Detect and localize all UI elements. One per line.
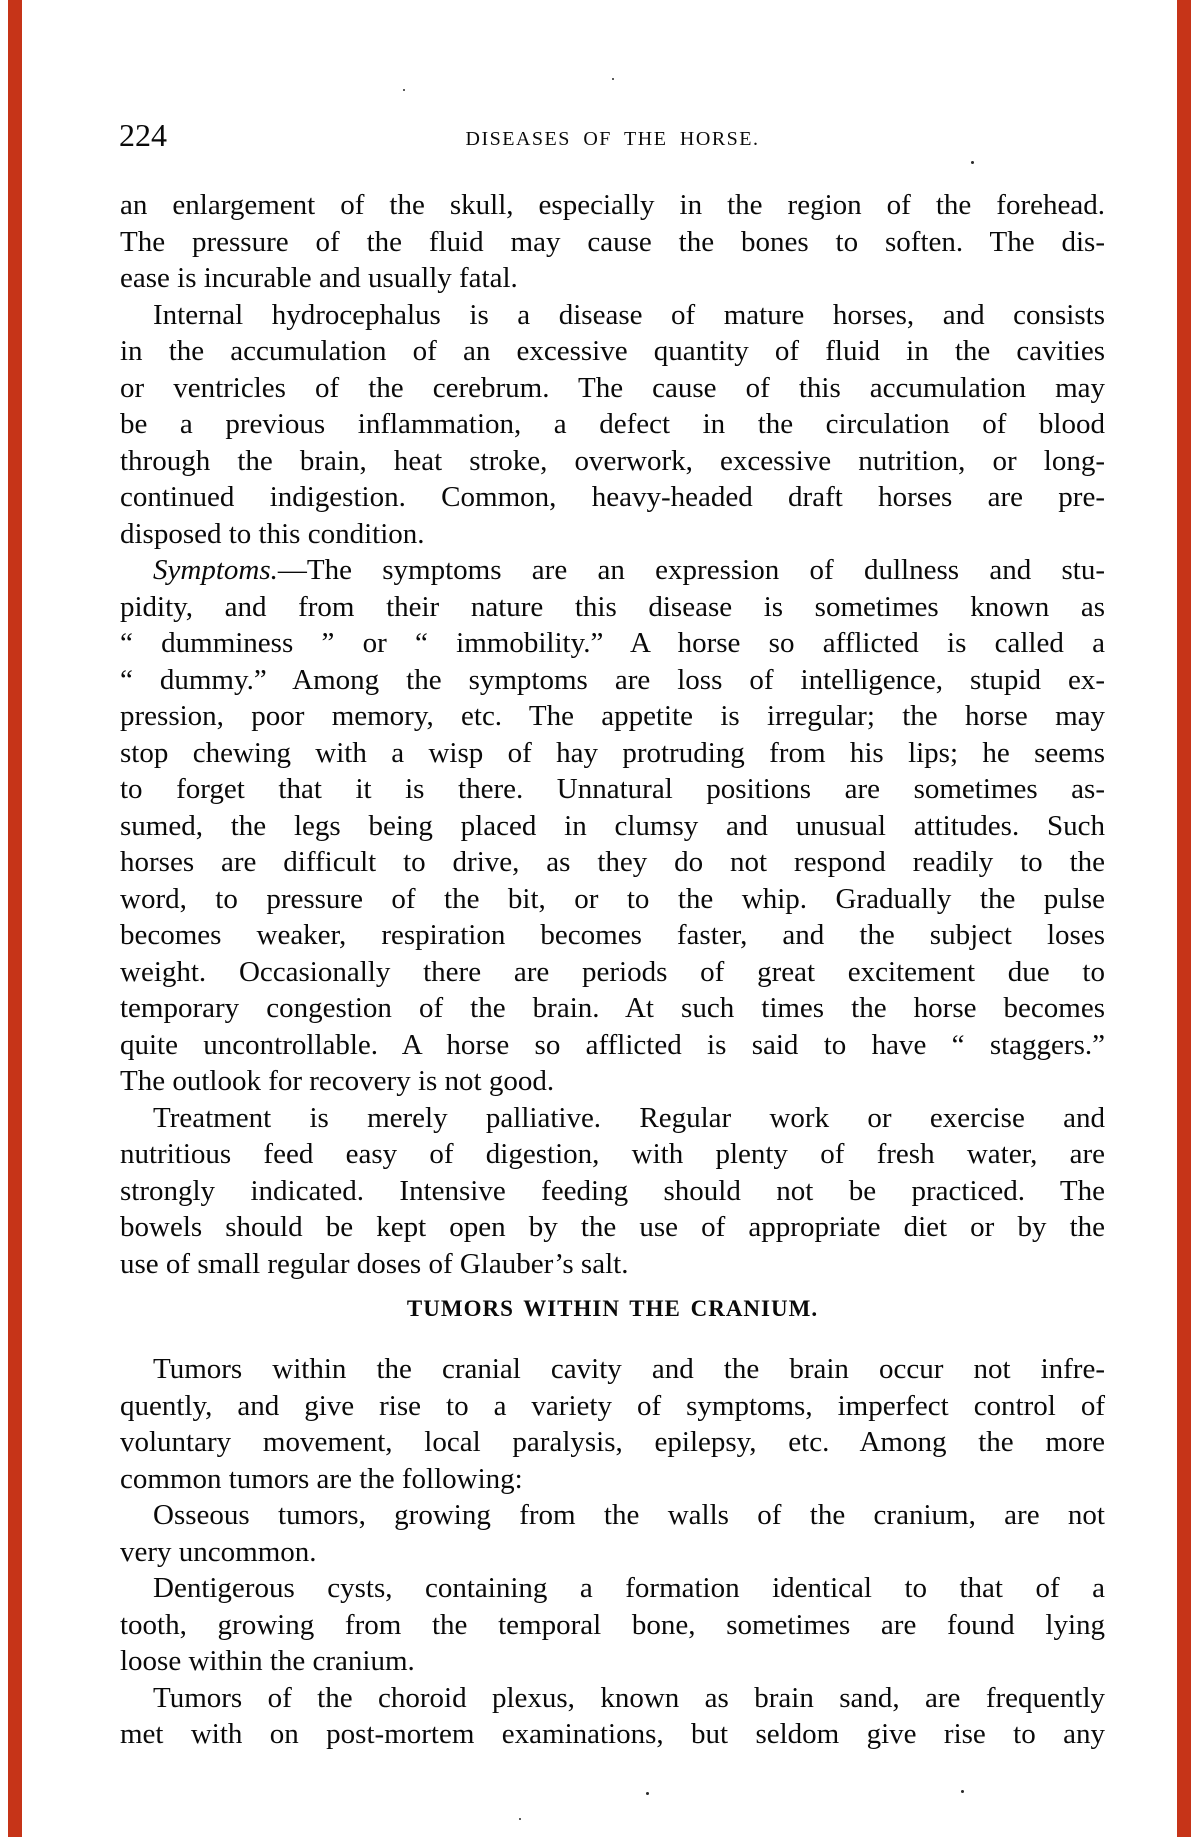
text-line: pidity, and from their nature this disease is sometimes known as (120, 590, 1105, 623)
text-line: met with on post-mortem examinations, but seldom give rise to any (120, 1718, 1105, 1750)
text-line: in the accumulation of an excessive quantity of fluid in the cavities (120, 335, 1105, 367)
text-line: weight. Occasionally there are periods of great excitement due to (120, 955, 1105, 988)
running-header: DISEASES OF THE HORSE. (465, 128, 760, 150)
text-line: Symptoms.—The symptoms are an expression of dullness and stu- (153, 554, 1105, 586)
text-line: an enlargement of the skull, especially in the region of the forehead. (120, 189, 1105, 221)
text-line: Tumors of the choroid plexus, known as brain sand, are frequently (153, 1681, 1105, 1714)
text-line: “ dumminess ” or “ immobility.” A horse so afflicted is called a (120, 627, 1105, 659)
text-line: quite uncontrollable. A horse so afflicted is said to have “ staggers.” (120, 1028, 1105, 1061)
text-line: use of small regular doses of Glauber’s salt. (120, 1247, 629, 1280)
scan-edge-bar-left (8, 0, 22, 1837)
text-line: nutritious feed easy of digestion, with plenty of fresh water, are (120, 1138, 1105, 1170)
italic-lead-word: Symptoms. (153, 554, 278, 586)
text-line: horses are difficult to drive, as they do not respond readily to the (120, 846, 1105, 878)
text-line: through the brain, heat stroke, overwork, excessive nutrition, or long- (120, 444, 1105, 477)
text-line: loose within the cranium. (120, 1645, 415, 1677)
scan-edge-bar-right (1177, 0, 1191, 1837)
ink-speck (519, 1818, 521, 1820)
text-line: temporary congestion of the brain. At such times the horse becomes (120, 992, 1105, 1024)
text-line: word, to pressure of the bit, or to the whip. Gradually the pulse (120, 882, 1105, 915)
body-text (120, 187, 1105, 1753)
page-number: 224 (119, 117, 167, 153)
ink-speck (961, 1790, 964, 1793)
text-line: Dentigerous cysts, containing a formation identical to that of a (153, 1572, 1105, 1604)
text-line: common tumors are the following: (120, 1462, 523, 1495)
text-line: pression, poor memory, etc. The appetite is irregular; the horse may (120, 700, 1105, 732)
text-line: bowels should be kept open by the use of appropriate diet or by the (120, 1211, 1105, 1243)
ink-speck (646, 1792, 649, 1795)
text-line: to forget that it is there. Unnatural positions are sometimes as- (120, 773, 1105, 805)
text-line: Tumors within the cranial cavity and the brain occur not infre- (153, 1353, 1105, 1385)
text-line: Osseous tumors, growing from the walls of the cranium, are not (153, 1499, 1105, 1531)
text-line: continued indigestion. Common, heavy-headed draft horses are pre- (120, 481, 1105, 513)
text-line: quently, and give rise to a variety of symptoms, imperfect control of (120, 1389, 1105, 1422)
text-line: voluntary movement, local paralysis, epilepsy, etc. Among the more (120, 1426, 1105, 1458)
text-line: be a previous inflammation, a defect in the circulation of blood (120, 408, 1105, 440)
text-line: The outlook for recovery is not good. (120, 1065, 555, 1097)
text-line: strongly indicated. Intensive feeding should not be practiced. The (120, 1174, 1105, 1207)
text-line: Internal hydrocephalus is a disease of mature horses, and consists (153, 298, 1105, 331)
text-line: Treatment is merely palliative. Regular work or exercise and (153, 1101, 1105, 1134)
section-heading: TUMORS WITHIN THE CRANIUM. (406, 1296, 819, 1321)
ink-speck (403, 89, 405, 91)
text-line: very uncommon. (120, 1535, 317, 1568)
text-line: stop chewing with a wisp of hay protruding from his lips; he seems (120, 736, 1105, 769)
text-line: “ dummy.” Among the symptoms are loss of intelligence, stupid ex- (120, 663, 1105, 696)
text-line: tooth, growing from the temporal bone, sometimes are found lying (120, 1608, 1105, 1641)
text-line: becomes weaker, respiration becomes faster, and the subject loses (120, 919, 1105, 951)
ink-speck (971, 161, 974, 164)
text-line: The pressure of the fluid may cause the bones to soften. The dis- (120, 225, 1105, 258)
ink-speck (612, 78, 614, 80)
text-line: sumed, the legs being placed in clumsy and unusual attitudes. Such (120, 809, 1105, 842)
text-line: ease is incurable and usually fatal. (120, 262, 518, 294)
text-line: disposed to this condition. (120, 517, 425, 550)
text-line: or ventricles of the cerebrum. The cause of this accumulation may (120, 371, 1105, 404)
